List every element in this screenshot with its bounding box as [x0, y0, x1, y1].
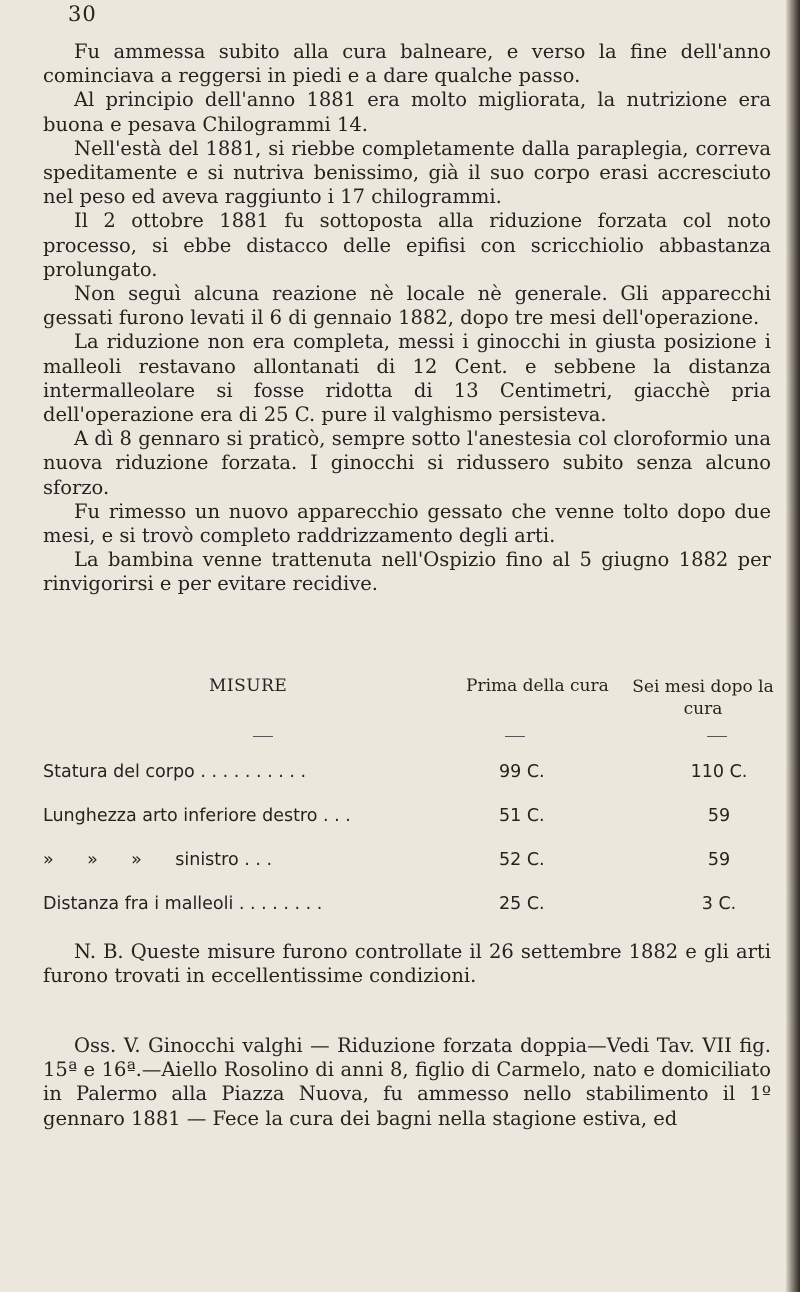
row-label: Statura del corpo . . . . . . . . . .	[43, 762, 307, 782]
value-before: 52 C.	[499, 850, 545, 870]
paragraph: Al principio dell'anno 1881 era molto migliorata, la nutrizione era buona e pesava Chilogrammi 14.	[43, 88, 771, 136]
value-after: 3 C.	[701, 894, 737, 914]
paragraph: A dì 8 gennaro si praticò, sempre sotto l'anestesia col cloroformio una nuova riduzione forzata. I ginocchi si ridussero subito senza alcuno sforzo.	[43, 427, 771, 499]
table-row	[43, 850, 771, 874]
table-row	[43, 806, 771, 830]
value-after: 110 C.	[690, 762, 748, 782]
value-before: 25 C.	[499, 894, 545, 914]
case-narrative	[43, 40, 771, 597]
table-row	[43, 762, 771, 786]
value-after: 59	[707, 806, 731, 826]
paragraph: Il 2 ottobre 1881 fu sottoposta alla riduzione forzata col noto processo, si ebbe distacco delle epifisi con scricchiolio abbastanza prolungato.	[43, 209, 771, 281]
column-header-measures: MISURE	[209, 676, 288, 696]
paragraph: Non seguì alcuna reazione nè locale nè generale. Gli apparecchi gessati furono levati il 6 di gennaio 1882, dopo tre mesi dell'operazione.	[43, 282, 771, 330]
paragraph: Fu ammessa subito alla cura balneare, e verso la fine dell'anno cominciava a reggersi in piedi e a dare qualche passo.	[43, 40, 771, 88]
row-label: » » » sinistro . . .	[43, 850, 273, 870]
book-spine-shadow	[786, 0, 800, 1292]
header-dash	[707, 736, 727, 737]
value-after: 59	[707, 850, 731, 870]
observation-paragraph: Oss. V. Ginocchi valghi — Riduzione forzata doppia—Vedi Tav. VII fig. 15ª e 16ª.—Aiello Rosolino di anni 8, figlio di Carmelo, nato e domiciliato in Palermo alla Piazza Nuova, fu ammesso nello stabilimento il 1º gennaro 1881 — Fece la cura dei bagni nella stagione estiva, ed	[43, 1034, 771, 1130]
row-label: Distanza fra i malleoli . . . . . . . .	[43, 894, 323, 914]
value-before: 99 C.	[499, 762, 545, 782]
paragraph: La riduzione non era completa, messi i ginocchi in giusta posizione i malleoli restavano allontanati di 12 Cent. e sebbene la distanza intermalleolare si fosse ridotta di 13 Centimetri, giacchè pria dell'operazione era di 25 C. pure il valghismo persisteva.	[43, 330, 771, 427]
column-header-six-months-after: Sei mesi dopo la cura	[632, 677, 774, 719]
paragraph: Fu rimesso un nuovo apparecchio gessato che venne tolto dopo due mesi, e si trovò completo raddrizzamento degli arti.	[43, 499, 771, 548]
paragraph: Nell'està del 1881, si riebbe completamente dalla paraplegia, correva speditamente e si nutriva benissimo, già il suo corpo erasi accresciuto nel peso ed aveva raggiunto i 17 chilogrammi.	[43, 136, 771, 209]
column-header-before-treatment: Prima della cura	[466, 676, 609, 696]
note-paragraph: N. B. Queste misure furono controllate il 26 settembre 1882 e gli arti furono trovati in eccellentissime condizioni.	[43, 940, 771, 988]
header-dash	[253, 736, 273, 737]
table-row	[43, 894, 771, 918]
observation-v	[43, 1034, 771, 1131]
value-before: 51 C.	[499, 806, 545, 826]
row-label: Lunghezza arto inferiore destro . . .	[43, 806, 351, 826]
header-dash	[505, 736, 525, 737]
paragraph: La bambina venne trattenuta nell'Ospizio fino al 5 giugno 1882 per rinvigorirsi e per evitare recidive.	[43, 548, 771, 596]
nota-bene	[43, 940, 771, 988]
page-number: 30	[68, 2, 97, 26]
